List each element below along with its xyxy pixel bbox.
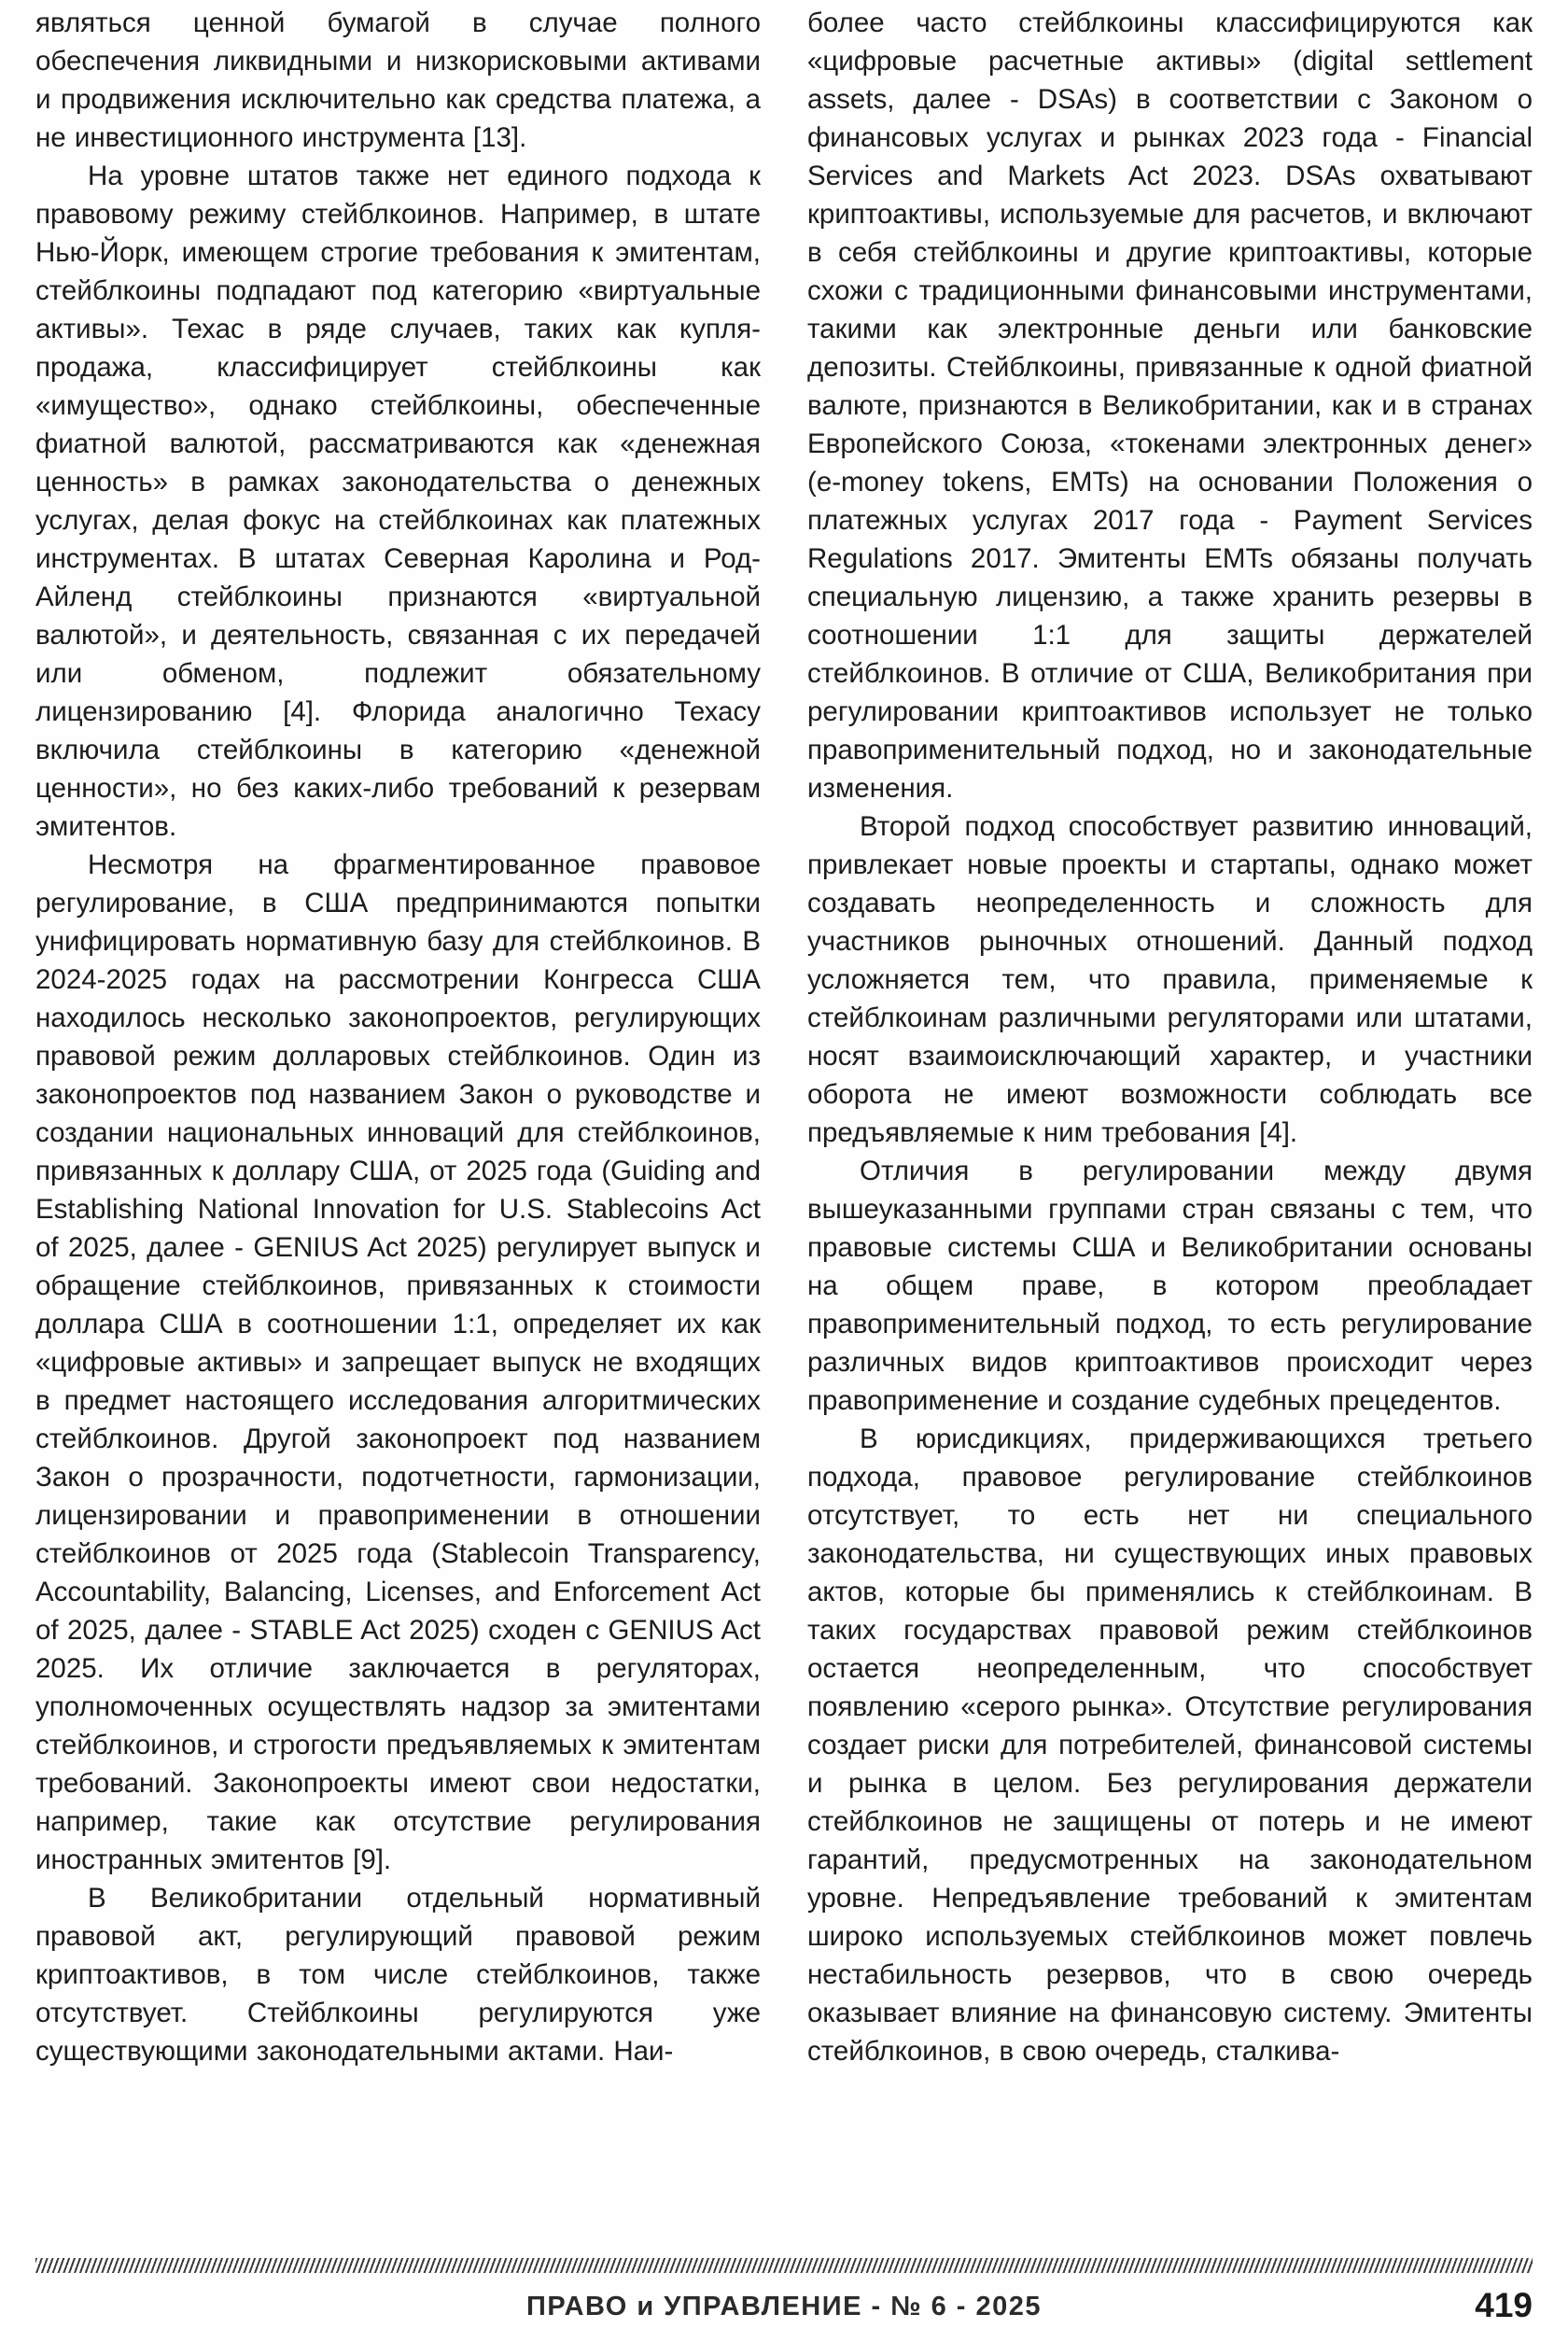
article-body	[35, 4, 1533, 2240]
paragraph-left-2: На уровне штатов также нет единого подхода к правовому режиму стейблкоинов. Например, в штате Нью-Йорк, имеющем строгие требования к эмитентам, стейблкоины подпадают под категорию «виртуальные активы». Техас в ряде случаев, таких как купля-продажа, классифицирует стейблкоины как «имущество», однако стейблкоины, обеспеченные фиатной валютой, рассматриваются как «денежная ценность» в рамках законодательства о денежных услугах, делая фокус на стейблкоинах как платежных инструментах. В штатах Северная Каролина и Род-Айленд стейблкоины признаются «виртуальной валютой», и деятельность, связанная с их передачей или обменом, подлежит обязательному лицензированию [4]. Флорида аналогично Техасу включила стейблкоины в категорию «денежной ценности», но без каких-либо требований к резервам эмитентов.	[35, 161, 761, 842]
paragraph-left-1: являться ценной бумагой в случае полного обеспечения ликвидными и низкорисковыми активами и продвижения исключительно как средства платежа, а не инвестиционного инструмента [13].	[35, 7, 761, 153]
left-column	[35, 4, 761, 2240]
paragraph-right-3: Отличия в регулировании между двумя вышеуказанными группами стран связаны с тем, что правовые системы США и Великобритании основаны на общем праве, в котором преобладает правоприменительный подход, то есть регулирование различных видов криптоактивов происходит через правоприменение и создание судебных прецедентов.	[807, 1156, 1533, 1416]
journal-footer-title: ПРАВО и УПРАВЛЕНИЕ - № 6 - 2025	[525, 2292, 1043, 2321]
paragraph-right-1: более часто стейблкоины классифицируются как «цифровые расчетные активы» (digital settlement assets, далее - DSAs) в соответствии с Законом о финансовых услугах и рынках 2023 года - Financial Services and Markets Act 2023. DSAs охватывают криптоактивы, используемые для расчетов, и включают в себя стейблкоины и другие криптоактивы, которые схожи с традиционными финансовыми инструментами, такими как электронные деньги или банковские депозиты. Стейблкоины, привязанные к одной фиатной валюте, признаются в Великобритании, как и в странах Европейского Союза, «токенами электронных денег» (e-money tokens, EMTs) на основании Положения о платежных услугах 2017 года - Payment Services Regulations 2017. Эмитенты EMTs обязаны получать специальную лицензию, а также хранить резервы в соотношении 1:1 для защиты держателей стейблкоинов. В отличие от США, Великобритания при регулировании криптоактивов использует не только правоприменительный подход, но и законодательные изменения.	[807, 7, 1533, 804]
decorative-hatch-band	[35, 2258, 1533, 2273]
right-column	[807, 4, 1533, 2240]
page-number: 419	[1475, 2286, 1533, 2324]
paragraph-right-4: В юрисдикциях, придерживающихся третьего подхода, правовое регулирование стейблкоинов отсутствует, то есть нет ни специального законодательства, ни существующих иных правовых актов, которые бы применялись к стейблкоинам. В таких государствах правовой режим стейблкоинов остается неопределенным, что способствует появлению «серого рынка». Отсутствие регулирования создает риски для потребителей, финансовой системы и рынка в целом. Без регулирования держатели стейблкоинов не защищены от потерь и не имеют гарантий, предусмотренных на законодательном уровне. Непредъявление требований к эмитентам широко используемых стейблкоинов может повлечь нестабильность резервов, что в свою очередь оказывает влияние на финансовую систему. Эмитенты стейблкоинов, в свою очередь, сталкива-	[807, 1423, 1533, 2067]
paragraph-left-4: В Великобритании отдельный нормативный правовой акт, регулирующий правовой режим криптоактивов, в том числе стейблкоинов, также отсутствует. Стейблкоины регулируются уже существующими законодательными актами. Наи-	[35, 1883, 761, 2067]
paragraph-left-3: Несмотря на фрагментированное правовое регулирование, в США предпринимаются попытки унифицировать нормативную базу для стейблкоинов. В 2024-2025 годах на рассмотрении Конгресса США находилось несколько законопроектов, регулирующих правовой режим долларовых стейблкоинов. Один из законопроектов под названием Закон о руководстве и создании национальных инноваций для стейблкоинов, привязанных к доллару США, от 2025 года (Guiding and Establishing National Innovation for U.S. Stablecoins Act of 2025, далее - GENIUS Act 2025) регулирует выпуск и обращение стейблкоинов, привязанных к стоимости доллара США в соотношении 1:1, определяет их как «цифровые активы» и запрещает выпуск не входящих в предмет настоящего исследования алгоритмических стейблкоинов. Другой законопроект под названием Закон о прозрачности, подотчетности, гармонизации, лицензировании и правоприменении в отношении стейблкоинов от 2025 года (Stablecoin Transparency, Accountability, Balancing, Licenses, and Enforcement Act of 2025, далее - STABLE Act 2025) сходен с GENIUS Act 2025. Их отличие заключается в регуляторах, уполномоченных осуществлять надзор за эмитентами стейблкоинов, и строгости предъявляемых к эмитентам требований. Законопроекты имеют свои недостатки, например, такие как отсутствие регулирования иностранных эмитентов [9].	[35, 849, 761, 1875]
paragraph-right-2: Второй подход способствует развитию инноваций, привлекает новые проекты и стартапы, однако может создавать неопределенность и сложность для участников рыночных отношений. Данный подход усложняется тем, что правила, применяемые к стейблкоинам различными регуляторами или штатами, носят взаимоисключающий характер, и участники оборота не имеют возможности соблюдать все предъявляемые к ним требования [4].	[807, 811, 1533, 1148]
page-footer	[35, 2284, 1533, 2335]
